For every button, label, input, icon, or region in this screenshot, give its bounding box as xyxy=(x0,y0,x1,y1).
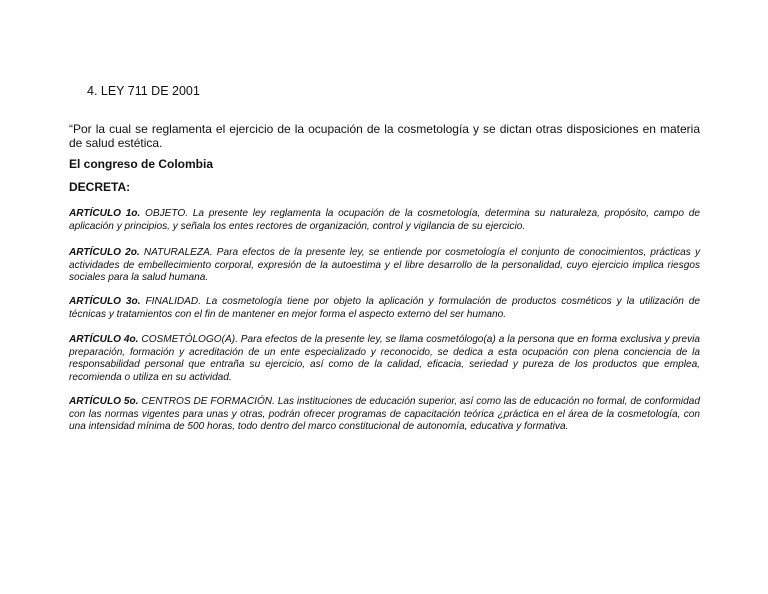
article-2 xyxy=(69,247,700,285)
article-4-label: ARTÍCULO 4o. xyxy=(69,334,139,345)
article-1 xyxy=(69,208,700,233)
article-1-label: ARTÍCULO 1o. xyxy=(69,208,141,219)
article-2-label: ARTÍCULO 2o. xyxy=(69,247,140,258)
article-2-text: NATURALEZA. Para efectos de la presente ley, se entiende por cosmetología el conjunto de conocimientos, prácticas y actividades de embellecimiento corporal, expresión de la autoestima y el libre desarrollo de la personalidad, cuyo ejercicio implica riesgos sociales para la salud humana. xyxy=(69,247,700,283)
congress-line: El congreso de Colombia xyxy=(69,157,214,171)
article-3 xyxy=(69,296,700,321)
article-3-label: ARTÍCULO 3o. xyxy=(69,296,141,307)
article-5 xyxy=(69,396,700,434)
article-5-text: CENTROS DE FORMACIÓN. Las instituciones de educación superior, así como las de educación no formal, de conformidad con las normas vigentes para unas y otras, podrán ofrecer programas de capacitación teórica ¿práctica en el área de la cosmetología, con una intensidad mínima de 500 horas, todo dentro del marco constitucional de autonomía, educativa y formativa. xyxy=(69,396,700,432)
article-4 xyxy=(69,334,700,384)
law-intro: “Por la cual se reglamenta el ejercicio de la ocupación de la cosmetología y se dictan otras disposiciones en materia de salud estética. xyxy=(69,122,700,150)
article-3-text: FINALIDAD. La cosmetología tiene por objeto la aplicación y formulación de productos cosméticos y la utilización de técnicas y tratamientos con el fin de mantener en mejor forma el aspecto externo del ser humano. xyxy=(69,296,700,320)
article-4-text: COSMETÓLOGO(A). Para efectos de la presente ley, se llama cosmetólogo(a) a la persona que en forma exclusiva y previa preparación, formación y acreditación de un ente especializado y reconocido, se dedica a esta ocupación con plena conciencia de la responsabilidad personal que entraña su ejercicio, así como de la calidad, eficacia, seriedad y pureza de los productos que emplea, recomienda o utiliza en su actividad. xyxy=(69,334,700,383)
article-5-label: ARTÍCULO 5o. xyxy=(69,396,139,407)
decreta-heading: DECRETA: xyxy=(69,180,131,194)
article-1-text: OBJETO. La presente ley reglamenta la ocupación de la cosmetología, determina su naturaleza, propósito, campo de aplicación y principios, y señala los entes rectores de organización, control y vigilancia de su ejercicio. xyxy=(69,208,700,232)
law-heading: 4. LEY 711 DE 2001 xyxy=(87,84,200,98)
